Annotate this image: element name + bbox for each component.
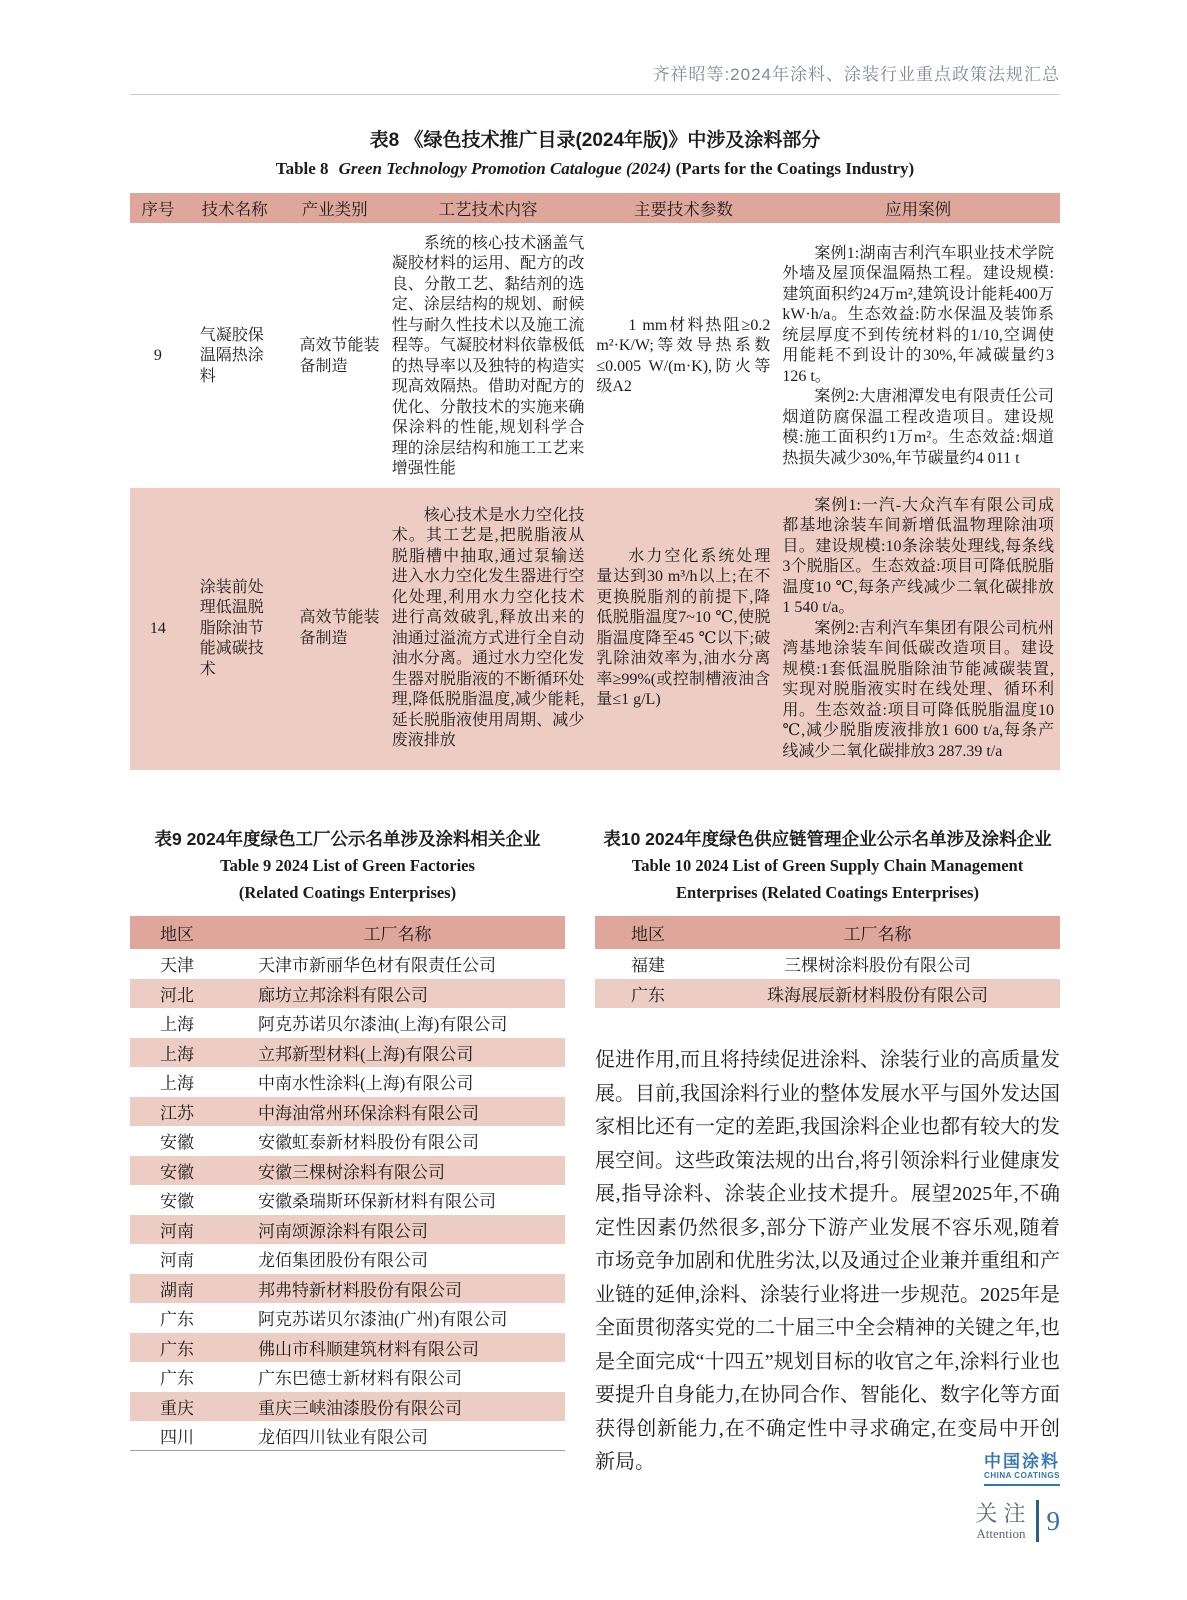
cell-factory: 中南水性涂料(上海)有限公司 bbox=[258, 1074, 474, 1094]
cell-factory: 中海油常州环保涂料有限公司 bbox=[230, 1097, 565, 1127]
cell-region: 上海 bbox=[130, 1038, 230, 1068]
cell-params bbox=[590, 488, 776, 771]
table-row bbox=[130, 979, 565, 1009]
page-number: 9 bbox=[1046, 1505, 1060, 1536]
table10-header-region: 地区 bbox=[595, 916, 695, 949]
page-footer bbox=[975, 1500, 1060, 1542]
right-column bbox=[595, 822, 1060, 1480]
table10-title-cn: 表10 2024年度绿色供应链管理企业公示名单涉及涂料企业 bbox=[603, 829, 1052, 849]
table-row bbox=[130, 1274, 565, 1304]
table-row bbox=[130, 1185, 565, 1215]
case-1-text: 案例1:湖南吉利汽车职业技术学院外墙及屋顶保温隔热工程。建设规模:建筑面积约24万m²,建筑设计能耗400万kW·h/a。生态效益:防水保温及装饰系统层厚度不到传统材料的1/10,空调使用能耗不到设计的30%,年减碳量约3 126 t。 bbox=[782, 244, 1054, 385]
table8-title-en-suffix: (Parts for the Coatings Industry) bbox=[671, 159, 915, 178]
table-row bbox=[130, 1362, 565, 1392]
table8-row-9 bbox=[130, 224, 1060, 488]
cell-factory: 安徽虹泰新材料股份有限公司 bbox=[258, 1133, 479, 1153]
table-row bbox=[130, 1067, 565, 1097]
footer-section-en: Attention bbox=[976, 1525, 1026, 1541]
cell-region: 安徽 bbox=[160, 1192, 194, 1212]
table8-title-cn: 表8 《绿色技术推广目录(2024年版)》中涉及涂料部分 bbox=[369, 130, 821, 151]
table-row bbox=[130, 949, 565, 979]
table8-header-row bbox=[130, 193, 1060, 224]
table9-header-factory: 工厂名称 bbox=[230, 916, 565, 949]
cell-factory: 廊坊立邦涂料有限公司 bbox=[230, 979, 565, 1009]
cell-factory: 佛山市科顺建筑材料有限公司 bbox=[230, 1333, 565, 1363]
table10-header-factory: 工厂名称 bbox=[695, 916, 1060, 949]
table8-title-en-prefix: Table 8 bbox=[275, 159, 329, 178]
table-row bbox=[130, 1244, 565, 1274]
table10-header-row bbox=[595, 916, 1060, 949]
table9 bbox=[130, 916, 565, 1451]
cell-region: 安徽 bbox=[130, 1156, 230, 1186]
table-row bbox=[130, 1303, 565, 1333]
cell-category: 高效节能装备制造 bbox=[299, 337, 380, 375]
closing-paragraph: 促进作用,而且将持续促进涂料、涂装行业的高质量发展。目前,我国涂料行业的整体发展水平与国外发达国家相比还有一定的差距,我国涂料企业也都有较大的发展空间。这些政策法规的出台,将引领涂料行业健康发展,指导涂料、涂装企业技术提升。展望2025年,不确定性因素仍然很多,部分下游产业发展不容乐观,随着市场竞争加剧和优胜劣汰,以及通过企业兼并重组和产业链的延伸,涂料、涂装行业将进一步规范。2025年是全面贯彻落实党的二十届三中全会精神的关键之年,也是全面完成“十四五”规划目标的收官之年,涂料行业也要提升自身能力,在协同合作、智能化、数字化等方面获得创新能力,在不确定性中寻求确定,在变局中开创新局。 bbox=[595, 1049, 1060, 1473]
cell-no: 14 bbox=[130, 488, 186, 771]
table8-title-en bbox=[130, 159, 1060, 179]
cell-factory: 安徽桑瑞斯环保新材料有限公司 bbox=[258, 1192, 496, 1212]
cell-cases bbox=[776, 488, 1060, 771]
params-text: 水力空化系统处理量达到30 m³/h以上;在不更换脱脂剂的前提下,降低脱脂温度7~10 ℃,使脱脂温度降至45 ℃以下;破乳除油效率为,油水分离率≥99%(或控制槽液油含量≤1 g/L) bbox=[596, 547, 771, 709]
cell-cases bbox=[776, 224, 1060, 488]
table8-header-name: 技术名称 bbox=[186, 193, 284, 224]
table9-header-region: 地区 bbox=[130, 916, 230, 949]
cell-region: 上海 bbox=[160, 1015, 194, 1035]
cell-no: 9 bbox=[153, 347, 162, 365]
cell-factory: 立邦新型材料(上海)有限公司 bbox=[230, 1038, 565, 1068]
table8-header-process: 工艺技术内容 bbox=[386, 193, 591, 224]
case-2-text: 案例2:吉利汽车集团有限公司杭州湾基地涂装车间低碳改造项目。建设规模:1套低温脱脂除油节能减碳装置,实现对脱脂液实时在线处理、循环利用。生态效益:项目可降低脱脂温度10 ℃,减少脱脂废液排放1 600 t/a,每条产线减少二氧化碳排放3 287.39 t/a bbox=[782, 619, 1054, 760]
cell-factory: 安徽三棵树涂料有限公司 bbox=[230, 1156, 565, 1186]
cell-region: 天津 bbox=[160, 956, 194, 976]
cell-factory: 邦弗特新材料股份有限公司 bbox=[230, 1274, 565, 1304]
cell-factory: 重庆三峡油漆股份有限公司 bbox=[230, 1392, 565, 1422]
table8 bbox=[130, 193, 1060, 770]
cell-region: 河南 bbox=[130, 1215, 230, 1245]
left-column bbox=[130, 822, 565, 1480]
cell-category: 高效节能装备制造 bbox=[283, 488, 385, 771]
cell-region: 湖南 bbox=[130, 1274, 230, 1304]
cell-factory: 龙佰集团股份有限公司 bbox=[258, 1251, 428, 1271]
process-text: 系统的核心技术涵盖气凝胶材料的运用、配方的改良、分散工艺、黏结剂的选定、涂层结构的规划、耐候性与耐久性技术以及施工流程等。气凝胶材料依靠极低的热导率以及独特的构造实现高效隔热。借助对配方的优化、分散技术的实施来确保涂料的性能,规划科学合理的涂层结构和施工工艺来增强性能 bbox=[391, 234, 585, 477]
cell-region: 广东 bbox=[160, 1369, 194, 1389]
cell-region: 广东 bbox=[130, 1333, 230, 1363]
table-row bbox=[130, 1215, 565, 1245]
footer-section-cn: 关 注 bbox=[975, 1500, 1026, 1526]
table8-header-params: 主要技术参数 bbox=[590, 193, 776, 224]
table8-header-category: 产业类别 bbox=[283, 193, 385, 224]
table-row bbox=[130, 1038, 565, 1068]
table10 bbox=[595, 916, 1060, 1008]
cell-region: 河南 bbox=[160, 1251, 194, 1271]
cell-region: 河北 bbox=[130, 979, 230, 1009]
cell-factory: 河南颂源涂料有限公司 bbox=[230, 1215, 565, 1245]
table8-header-cases: 应用案例 bbox=[776, 193, 1060, 224]
table8-title-en-italic: Green Technology Promotion Catalogue (2024) bbox=[338, 159, 672, 178]
table9-title-en-line1: Table 9 2024 List of Green Factories bbox=[220, 856, 475, 875]
cell-params bbox=[590, 224, 776, 488]
cell-region: 四川 bbox=[160, 1428, 194, 1447]
table-row bbox=[130, 1097, 565, 1127]
table-row bbox=[130, 1333, 565, 1363]
cell-factory: 阿克苏诺贝尔漆油(上海)有限公司 bbox=[258, 1015, 508, 1035]
cell-region: 安徽 bbox=[160, 1133, 194, 1153]
table10-title-en-line1: Table 10 2024 List of Green Supply Chain Management bbox=[631, 856, 1024, 875]
cell-factory: 广东巴德士新材料有限公司 bbox=[258, 1369, 462, 1389]
cell-region: 福建 bbox=[631, 956, 665, 976]
case-1-text: 案例1:一汽-大众汽车有限公司成都基地涂装车间新增低温物理除油项目。建设规模:10条涂装处理线,每条线3个脱脂区。生态效益:项目可降低脱脂温度10 ℃,每条产线减少二氧化碳排放1 540 t/a。 bbox=[782, 496, 1054, 616]
table-row bbox=[130, 1421, 565, 1451]
cell-factory: 龙佰四川钛业有限公司 bbox=[258, 1428, 428, 1447]
process-text: 核心技术是水力空化技术。其工艺是,把脱脂液从脱脂槽中抽取,通过泵输送进入水力空化发生器进行空化处理,利用水力空化技术进行高效破乳,释放出来的油通过溢流方式进行全自动油水分离。通过水力空化发生器对脱脂液的不断循环处理,降低脱脂温度,减少能耗,延长脱脂液使用周期、减少废液排放 bbox=[391, 506, 585, 750]
logo-subtitle: CHINA COATINGS bbox=[984, 1470, 1060, 1480]
cell-factory: 珠海展辰新材料股份有限公司 bbox=[695, 979, 1060, 1009]
table-row bbox=[130, 1392, 565, 1422]
cell-process bbox=[386, 488, 591, 771]
table9-header-row bbox=[130, 916, 565, 949]
cell-factory: 阿克苏诺贝尔漆油(广州)有限公司 bbox=[258, 1310, 508, 1330]
params-text: 1 mm材料热阻≥0.2 m²·K/W;等效导热系数≤0.005 W/(m·K),防火等级A2 bbox=[596, 316, 771, 395]
table-row bbox=[595, 949, 1060, 979]
table-row bbox=[130, 1126, 565, 1156]
footer-divider-bar bbox=[1036, 1500, 1039, 1542]
table-row bbox=[130, 1008, 565, 1038]
table8-header-no: 序号 bbox=[130, 193, 186, 224]
table-row bbox=[595, 979, 1060, 1009]
cell-region: 广东 bbox=[160, 1310, 194, 1330]
case-2-text: 案例2:大唐湘潭发电有限责任公司烟道防腐保温工程改造项目。建设规模:施工面积约1万m²。生态效益:烟道热损失减少30%,年节碳量约4 011 t bbox=[782, 388, 1054, 467]
running-head: 齐祥昭等:2024年涂料、涂装行业重点政策法规汇总 bbox=[130, 0, 1060, 95]
cell-tech-name: 涂装前处理低温脱脂除油节能减碳技术 bbox=[186, 488, 284, 771]
logo-title: 中国涂料 bbox=[984, 1451, 1060, 1471]
table8-row-14 bbox=[130, 488, 1060, 771]
table9-title-cn: 表9 2024年度绿色工厂公示名单涉及涂料相关企业 bbox=[154, 829, 541, 849]
table-row bbox=[130, 1156, 565, 1186]
china-coatings-logo bbox=[984, 1452, 1060, 1486]
cell-region: 上海 bbox=[160, 1074, 194, 1094]
cell-process bbox=[386, 224, 591, 488]
cell-region: 广东 bbox=[595, 979, 695, 1009]
table10-title-en-line2: Enterprises (Related Coatings Enterprises) bbox=[676, 883, 979, 902]
cell-region: 重庆 bbox=[130, 1392, 230, 1422]
cell-tech-name: 气凝胶保温隔热涂料 bbox=[199, 326, 264, 385]
cell-factory: 天津市新丽华色材有限责任公司 bbox=[258, 956, 496, 976]
table9-title-en-line2: (Related Coatings Enterprises) bbox=[238, 883, 457, 902]
cell-region: 江苏 bbox=[130, 1097, 230, 1127]
cell-factory: 三棵树涂料股份有限公司 bbox=[784, 956, 971, 976]
